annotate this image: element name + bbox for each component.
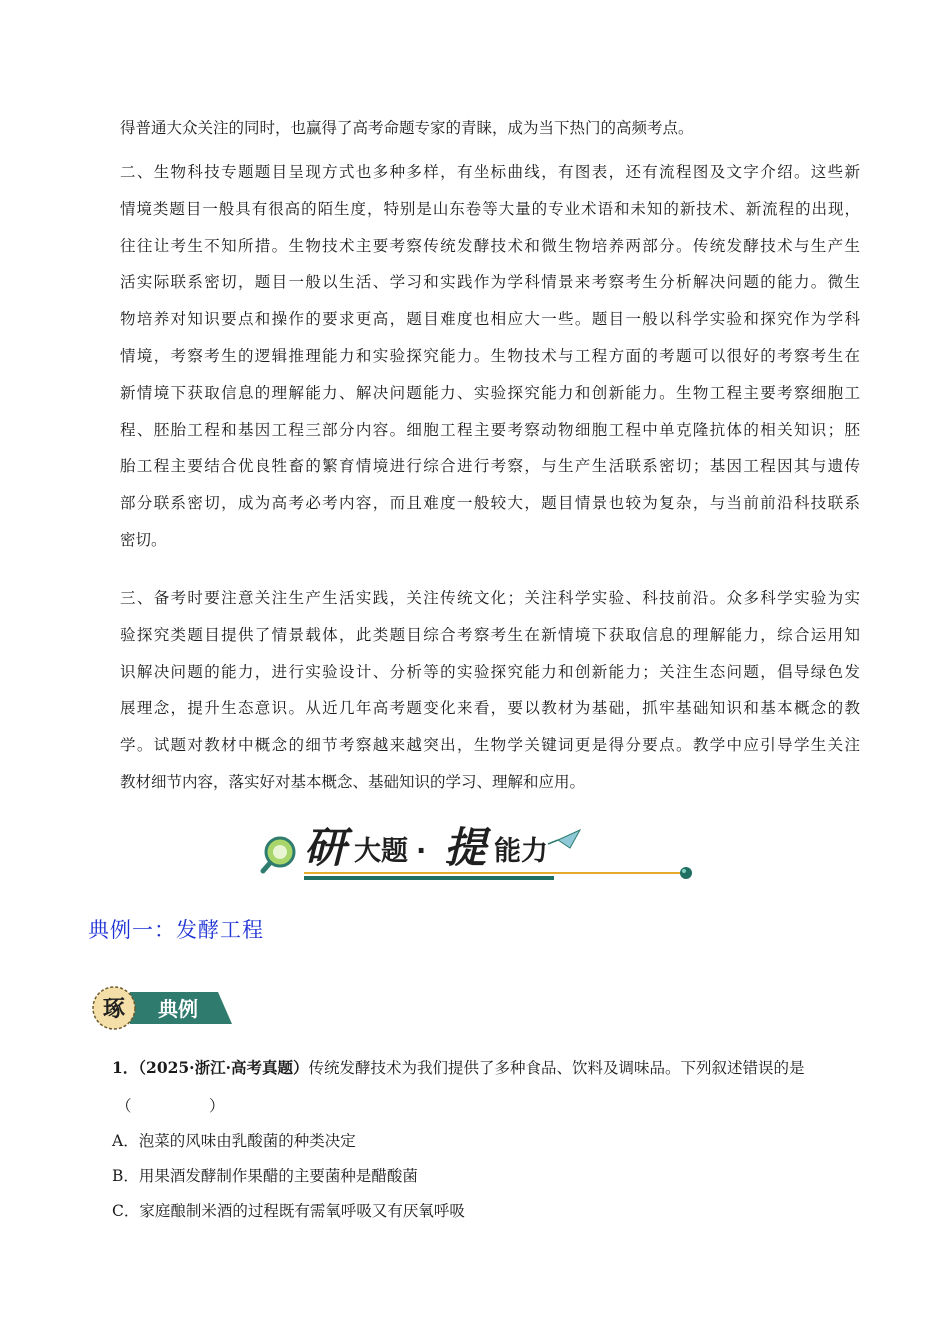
- text-line: 识解决问题的能力，进行实验设计、分析等的实验探究能力和创新能力；关注生态问题，倡导绿色发: [120, 662, 860, 681]
- magnifier-icon: [263, 838, 294, 871]
- text-line: 情境，考察考生的逻辑推理能力和实验探究能力。生物技术与工程方面的考题可以很好的考察考生在: [120, 346, 860, 365]
- answer-blank: （ ）: [116, 1097, 225, 1115]
- text-line: 二、生物科技专题题目呈现方式也多种多样，有坐标曲线，有图表，还有流程图及文字介绍。这些新: [120, 163, 860, 181]
- banner-char-ti: 提: [444, 823, 487, 872]
- banner-underline-light: [304, 872, 684, 874]
- badge-seal-text: 琢: [102, 996, 126, 1022]
- banner-dot: ·: [416, 836, 427, 867]
- option-c: C．家庭酿制米酒的过程既有需氧呼吸又有厌氧呼吸: [112, 1202, 465, 1220]
- question-source: （2025·浙江·高考真题）: [138, 1058, 309, 1077]
- banner-end-dot-highlight: [682, 869, 686, 873]
- question-text: 传统发酵技术为我们提供了多种食品、饮料及调味品。下列叙述错误的是: [308, 1059, 805, 1077]
- intro-paragraph-tail: [120, 110, 860, 147]
- text-line: 活实际联系密切，题目一般以生活、学习和实践作为学科情景来考察考生分析解决问题的能力。微生: [120, 273, 860, 292]
- text-line: 新情境下获取信息的理解能力、解决问题能力、实验探究能力和创新能力。生物工程主要考察细胞工: [120, 383, 860, 402]
- paper-plane-icon: [548, 830, 580, 848]
- text-line: 情境类题目一般具有很高的陌生度，特别是山东卷等大量的专业术语和未知的新技术、新流程的出现，: [120, 199, 860, 218]
- section-banner: [258, 818, 698, 890]
- banner-underline-dark: [304, 876, 554, 880]
- question-stem: [112, 1056, 805, 1080]
- text-line: 往往让考生不知所措。生物技术主要考察传统发酵技术和微生物培养两部分。传统发酵技术与生产生: [120, 236, 860, 255]
- text-line: 三、备考时要注意关注生产生活实践，关注传统文化；关注科学实验、科技前沿。众多科学实验为实: [120, 589, 860, 607]
- banner-text-nengli: 能力: [494, 836, 548, 867]
- text-line: 验探究类题目提供了情景载体，此类题目综合考察考生在新情境下获取信息的理解能力，综合运用知: [120, 625, 860, 644]
- text-line: 学。试题对教材中概念的细节考察越来越突出，生物学关键词更是得分要点。教学中应引导学生关注: [120, 736, 860, 755]
- text-line: 展理念，提升生态意识。从近几年高考题变化来看，要以教材为基础，抓牢基础知识和基本概念的教: [120, 699, 860, 718]
- text-line: 程、胚胎工程和基因工程三部分内容。细胞工程主要考察动物细胞工程中单克隆抗体的相关知识；胚: [120, 420, 860, 439]
- text-line: 得普通大众关注的同时，也赢得了高考命题专家的青睐，成为当下热门的高频考点。: [120, 119, 694, 137]
- option-a: A．泡菜的风味由乳酸菌的种类决定: [112, 1132, 356, 1150]
- text-line: 部分联系密切，成为高考必考内容，而且难度一般较大，题目情景也较为复杂，与当前前沿科技联系: [120, 494, 860, 513]
- text-line: 物培养对知识要点和操作的要求更高，题目难度也相应大一些。题目一般以科学实验和探究作为学科: [120, 310, 860, 329]
- banner-text-dati: 大题: [354, 836, 408, 867]
- badge-label: 典例: [158, 997, 198, 1021]
- paragraph-three: [120, 580, 860, 801]
- banner-char-yan: 研: [304, 823, 347, 872]
- example-badge: [90, 984, 235, 1032]
- text-line: 密切。: [120, 530, 167, 549]
- question-number: 1．: [112, 1058, 139, 1077]
- paragraph-two: [120, 154, 860, 559]
- banner-end-dot: [680, 867, 692, 879]
- option-b: B．用果酒发酵制作果醋的主要菌种是醋酸菌: [112, 1167, 418, 1185]
- text-line: 胎工程主要结合优良牲畜的繁育情境进行综合进行考察，与生产生活联系密切；基因工程因其与遗传: [120, 457, 860, 476]
- text-line: 教材细节内容，落实好对基本概念、基础知识的学习、理解和应用。: [120, 772, 586, 791]
- section-title: 典例一：发酵工程: [88, 918, 264, 942]
